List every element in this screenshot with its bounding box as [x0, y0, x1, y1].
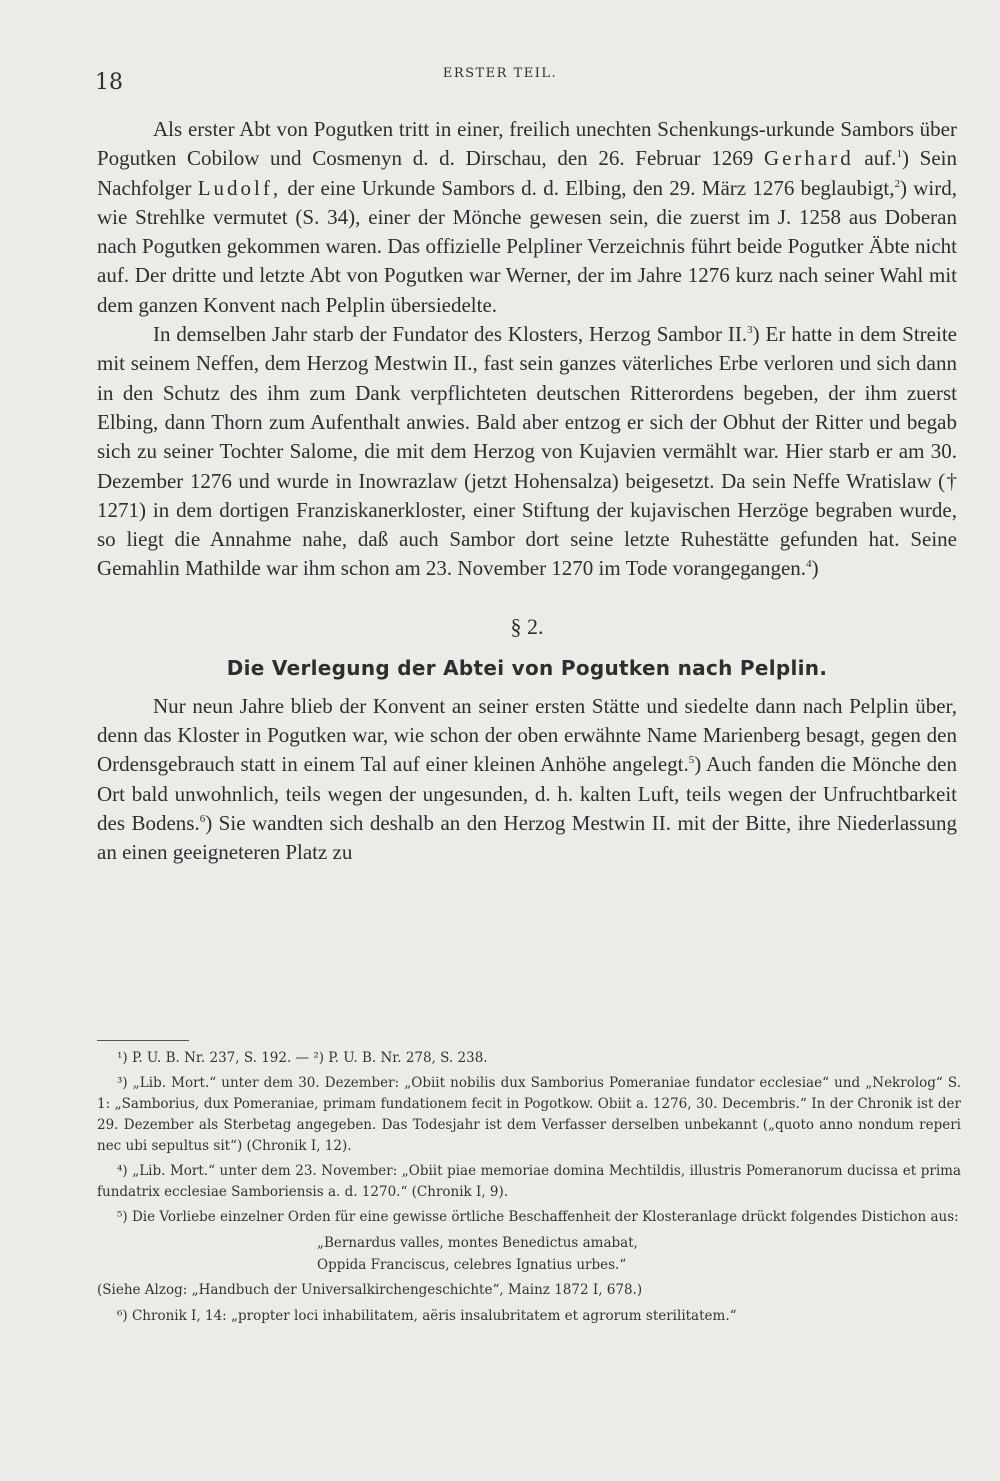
- footnote-4: ⁴) „Lib. Mort.“ unter dem 23. November: „Obiit piae memoriae domina Mechtildis, illustris Pomeranorum ducissa et prima fundatrix ecclesiae Samboriensis a. d. 1270.“ (Chronik I, 9).: [97, 1163, 961, 1200]
- footnote-5: ⁵) Die Vorliebe einzelner Orden für eine gewisse örtliche Beschaffenheit der Klosteranlage drückt folgendes Distichon aus:: [117, 1209, 959, 1225]
- text-span: ): [811, 556, 819, 581]
- text-span: der eine Urkunde Sambors d. d. Elbing, den 29. März 1276 beglaubigt,: [287, 175, 895, 200]
- footnote-ref-4: 4: [806, 558, 812, 571]
- name-gerhard: Gerhard: [763, 146, 854, 171]
- footnote-3: ³) „Lib. Mort.“ unter dem 30. Dezember: „Obiit nobilis dux Samborius Pomeraniae fundator ecclesiae“ und „Nekrolog“ S. 1: „Samborius, dux Pomeraniae, primam fundationem fecit in Pogotkow. Obiit a. 1276, 30. Decembris.“ In der Chronik ist der 29. Dezember als Sterbetag angegeben. Das Todesjahr ist dem Verfasser derselben unbekannt („quoto anno nondum reperi nec ubi sepultus sit“) (Chronik I, 12).: [97, 1075, 961, 1154]
- distichon-line-2: Oppida Franciscus, celebres Ignatius urbes.“: [317, 1257, 627, 1273]
- footnote-ref-6: 6: [199, 812, 206, 825]
- footnote-ref-3: 3: [747, 324, 753, 337]
- main-text: [97, 115, 957, 868]
- section-title: Die Verlegung der Abtei von Pogutken nach Pelplin.: [226, 655, 828, 680]
- paragraph-3: [97, 692, 957, 868]
- text-span: Nur neun Jahre blieb der Konvent an seiner ersten Stätte und siedelte dann nach Pelplin über, denn das Kloster in Pogutken war, wie schon der oben erwähnte Name Marienberg besagt, gegen den Ordensgebrauch statt in einem Tal auf einer kleinen Anhöhe angelegt.: [97, 693, 957, 777]
- footnote-ref-1: 1: [896, 148, 902, 161]
- text-span: ) Er hatte in dem Streite mit seinem Neffen, dem Herzog Mestwin II., fast sein ganzes väterliches Erbe verloren und sich dann in den Schutz des ihm zum Dank verpflichteten deutschen Ritterordens begeben, der ihm zuerst Elbing, dann Thorn zum Aufenthalt anwies. Bald aber entzog er sich der Obhut der Ritter und begab sich zu seiner Tochter Salome, die mit dem Herzog von Kujavien vermählt war. Hier starb er am 30. Dezember 1276 und wurde in Inowrazlaw (jetzt Hohensalza) beigesetzt. Da sein Neffe Wratislaw († 1271) in dem dortigen Franziskanerkloster, einer Stiftung der kujavischen Herzöge begraben wurde, so liegt die Annahme nahe, daß auch Sambor dort seine letzte Ruhestätte gefunden hat. Seine Gemahlin Mathilde war ihm schon am 23. November 1270 im Tode vorangegangen.: [97, 322, 957, 581]
- footnote-5-source: (Siehe Alzog: „Handbuch der Universalkirchengeschichte“, Mainz 1872 I, 678.): [97, 1282, 643, 1298]
- paragraph-1: [97, 115, 957, 320]
- footnotes: [97, 1048, 961, 1331]
- footnote-ref-5: 5: [688, 754, 695, 767]
- section-number: § 2.: [510, 613, 544, 639]
- text-span: auf.: [864, 146, 897, 171]
- page-number: 18: [95, 70, 123, 95]
- text-span: ) Sie wandten sich deshalb an den Herzog Mestwin II. mit der Bitte, ihre Niederlassung an einen geeigneteren Platz zu: [97, 810, 957, 865]
- footnote-1-2: ¹) P. U. B. Nr. 237, S. 192. — ²) P. U. B. Nr. 278, S. 238.: [117, 1050, 488, 1066]
- text-span: In demselben Jahr starb der Fundator des Klosters, Herzog Sambor II.: [153, 322, 748, 347]
- footnote-ref-2: 2: [894, 177, 901, 190]
- name-ludolf: Ludolf,: [197, 175, 282, 200]
- text-span: Als erster Abt von Pogutken tritt in einer, freilich unechten Schenkungs-urkunde Sambors über Pogutken Cobilow und Cosmenyn d. d. Dirschau, den 26. Februar 1269: [97, 117, 957, 171]
- text-span: ) wird, wie Strehlke vermutet (S. 34), einer der Mönche gewesen sein, die zuerst im J. 1258 aus Doberan nach Pogutken gekommen waren. Das offizielle Pelpliner Verzeichnis führt beide Pogutker Äbte nicht auf. Der dritte und letzte Abt von Pogutken war Werner, der im Jahre 1276 kurz nach seiner Wahl mit dem ganzen Konvent nach Pelplin übersiedelte.: [97, 175, 958, 317]
- footnote-divider: [97, 1040, 189, 1041]
- distichon-line-1: „Bernardus valles, montes Benedictus amabat,: [317, 1235, 638, 1251]
- footnote-6: ⁶) Chronik I, 14: „propter loci inhabilitatem, aëris insalubritatem et agrorum sterilitatem.“: [117, 1308, 737, 1324]
- text-span: ) Sein Nachfolger: [97, 146, 958, 200]
- paragraph-2: [97, 320, 957, 584]
- running-head: ERSTER TEIL.: [442, 66, 558, 81]
- text-span: ) Auch fanden die Mönche den Ort bald unwohnlich, teils wegen der ungesunden, d. h. kalten Luft, teils wegen der Unfruchtbarkeit des Bodens.: [97, 752, 957, 835]
